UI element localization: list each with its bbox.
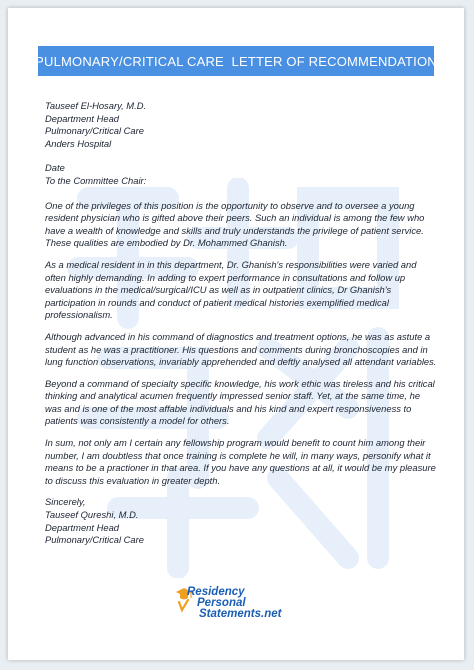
sender-name: Tauseef El-Hosary, M.D.	[45, 100, 147, 111]
closing: Sincerely,	[45, 496, 86, 508]
letter-title: PULMONARY/CRITICAL CARE LETTER OF RECOMMENDATION	[35, 53, 437, 69]
logo-word-3	[199, 608, 281, 620]
signature-department: Pulmonary/Critical Care	[45, 534, 144, 546]
paragraph-4: Beyond a command of specialty specific knowledge, his work ethic was tireless and his critical thinking and analytical acumen frequently impressed senior staff. Yet, at the same time, he was and is one of the most affable individuals and his kind and expert responsiveness to patients was consistently a model for others.	[45, 377, 435, 427]
title-banner	[35, 46, 437, 76]
sender-position: Department Head	[45, 112, 119, 124]
paragraph-1: One of the privileges of this position is the opportunity to observe and to oversee a young resident physician who is gifted above their peers. Such an individual is among the few who have a wealth of knowledge and skills and truly understands the privilege of patient service. These qualities are embodied by Dr. Mohammed Ghanish.	[45, 199, 425, 249]
letter-body	[45, 100, 437, 547]
letter-page	[8, 8, 464, 660]
logo-word-1: Residency	[187, 586, 245, 598]
logo-tld: .net	[261, 608, 282, 620]
logo-word-3-text: Statements	[199, 608, 261, 620]
logo-word-2: Personal	[197, 597, 246, 609]
signature-position: Department Head	[45, 521, 119, 533]
signature-name: Tauseef Qureshi, M.D.	[45, 509, 139, 521]
paragraph-2: As a medical resident in in this department, Dr. Ghanish's responsibilities were varied and often highly demanding. In adding to expert performance in consultations and follow up evaluations in the medical/surgical/ICU as well as in outpatient clinics, Dr Ghanish's participation in rounds and conduct of patient medical histories exemplified medical professionalism.	[45, 258, 417, 321]
site-logo	[175, 584, 355, 624]
sender-department: Pulmonary/Critical Care	[45, 125, 144, 137]
date-label: Date	[45, 162, 65, 174]
paragraph-3: Although advanced in his command of diagnostics and treatment options, he was as astute a student as he was a practitioner. His questions and comments during bronchoscopies and in lung function observations, invariably apprehended and deftly analysed all attendant variables.	[45, 330, 437, 368]
salutation: To the Committee Chair:	[45, 174, 147, 186]
paragraph-5: In sum, not only am I certain any fellowship program would benefit to count him among their number, I am doubtless that once training is complete he will, in many ways, personify what it means to be a practioner in that area. If you have any questions at all, it would be my pleasure to discuss this evaluation in greater depth.	[45, 437, 436, 486]
sender-institution: Anders Hospital	[45, 137, 112, 149]
